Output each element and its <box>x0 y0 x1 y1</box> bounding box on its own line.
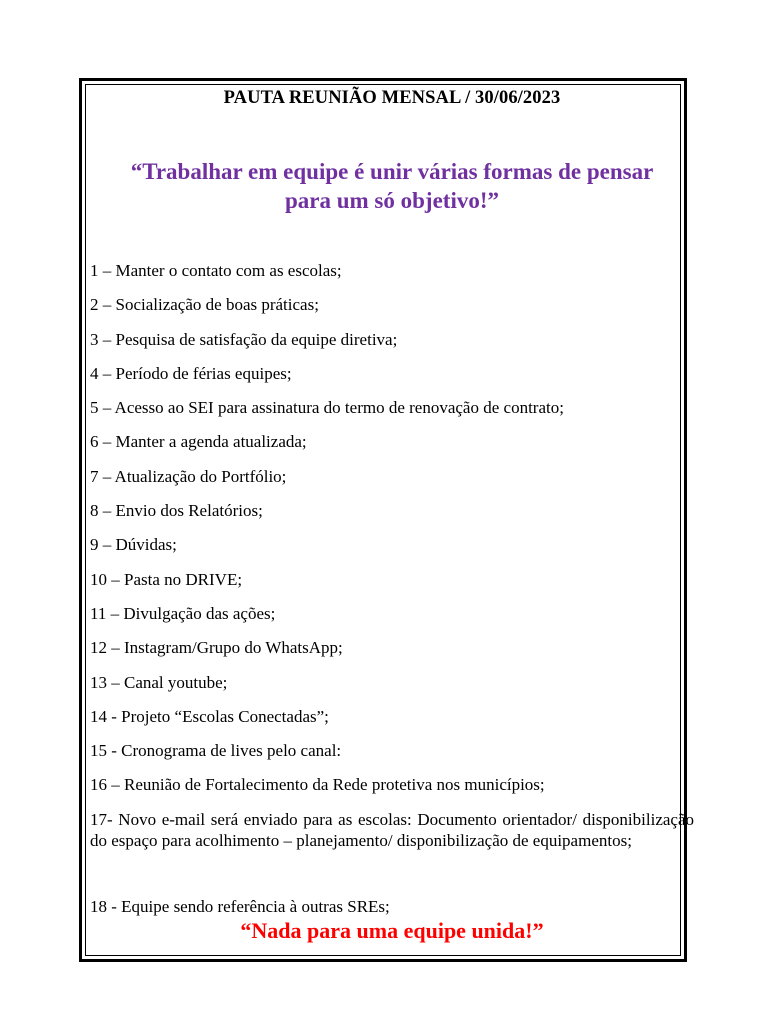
agenda-item: 7 – Atualização do Portfólio; <box>90 466 287 486</box>
agenda-item: 2 – Socialização de boas práticas; <box>90 295 319 315</box>
agenda-item: 14 - Projeto “Escolas Conectadas”; <box>90 706 329 726</box>
closing-quote: “Nada para uma equipe unida!” <box>240 918 544 943</box>
agenda-item: 8 – Envio dos Relatórios; <box>90 501 263 521</box>
document-title: PAUTA REUNIÃO MENSAL / 30/06/2023 <box>223 88 561 108</box>
agenda-item: 10 – Pasta no DRIVE; <box>90 569 243 589</box>
agenda-item: 13 – Canal youtube; <box>90 672 228 692</box>
agenda-item: 1 – Manter o contato com as escolas; <box>90 261 342 280</box>
motto-line-2: para um só objetivo!” <box>284 188 500 213</box>
agenda-item: 3 – Pesquisa de satisfação da equipe diretiva; <box>90 329 398 349</box>
agenda-item: 5 – Acesso ao SEI para assinatura do termo de renovação de contrato; <box>90 398 564 418</box>
agenda-item: 6 – Manter a agenda atualizada; <box>90 432 307 452</box>
agenda-item: 12 – Instagram/Grupo do WhatsApp; <box>90 638 343 658</box>
motto-quote <box>90 157 694 215</box>
agenda-item: 11 – Divulgação das ações; <box>90 603 276 623</box>
agenda-item: 18 - Equipe sendo referência à outras SREs; <box>90 896 390 916</box>
agenda-item: 15 - Cronograma de lives pelo canal: <box>90 741 342 761</box>
agenda-item: 4 – Período de férias equipes; <box>90 363 292 383</box>
agenda-item: 16 – Reunião de Fortalecimento da Rede protetiva nos municípios; <box>90 775 545 795</box>
motto-line-1: “Trabalhar em equipe é unir várias formas de pensar <box>130 159 654 184</box>
agenda-item: 17- Novo e-mail será enviado para as escolas: Documento orientador/ disponibilização do espaço para acolhimento – planejamento/ disponibilização de equipamentos; <box>90 809 694 850</box>
agenda-list <box>90 260 694 930</box>
agenda-item: 9 – Dúvidas; <box>90 535 177 555</box>
